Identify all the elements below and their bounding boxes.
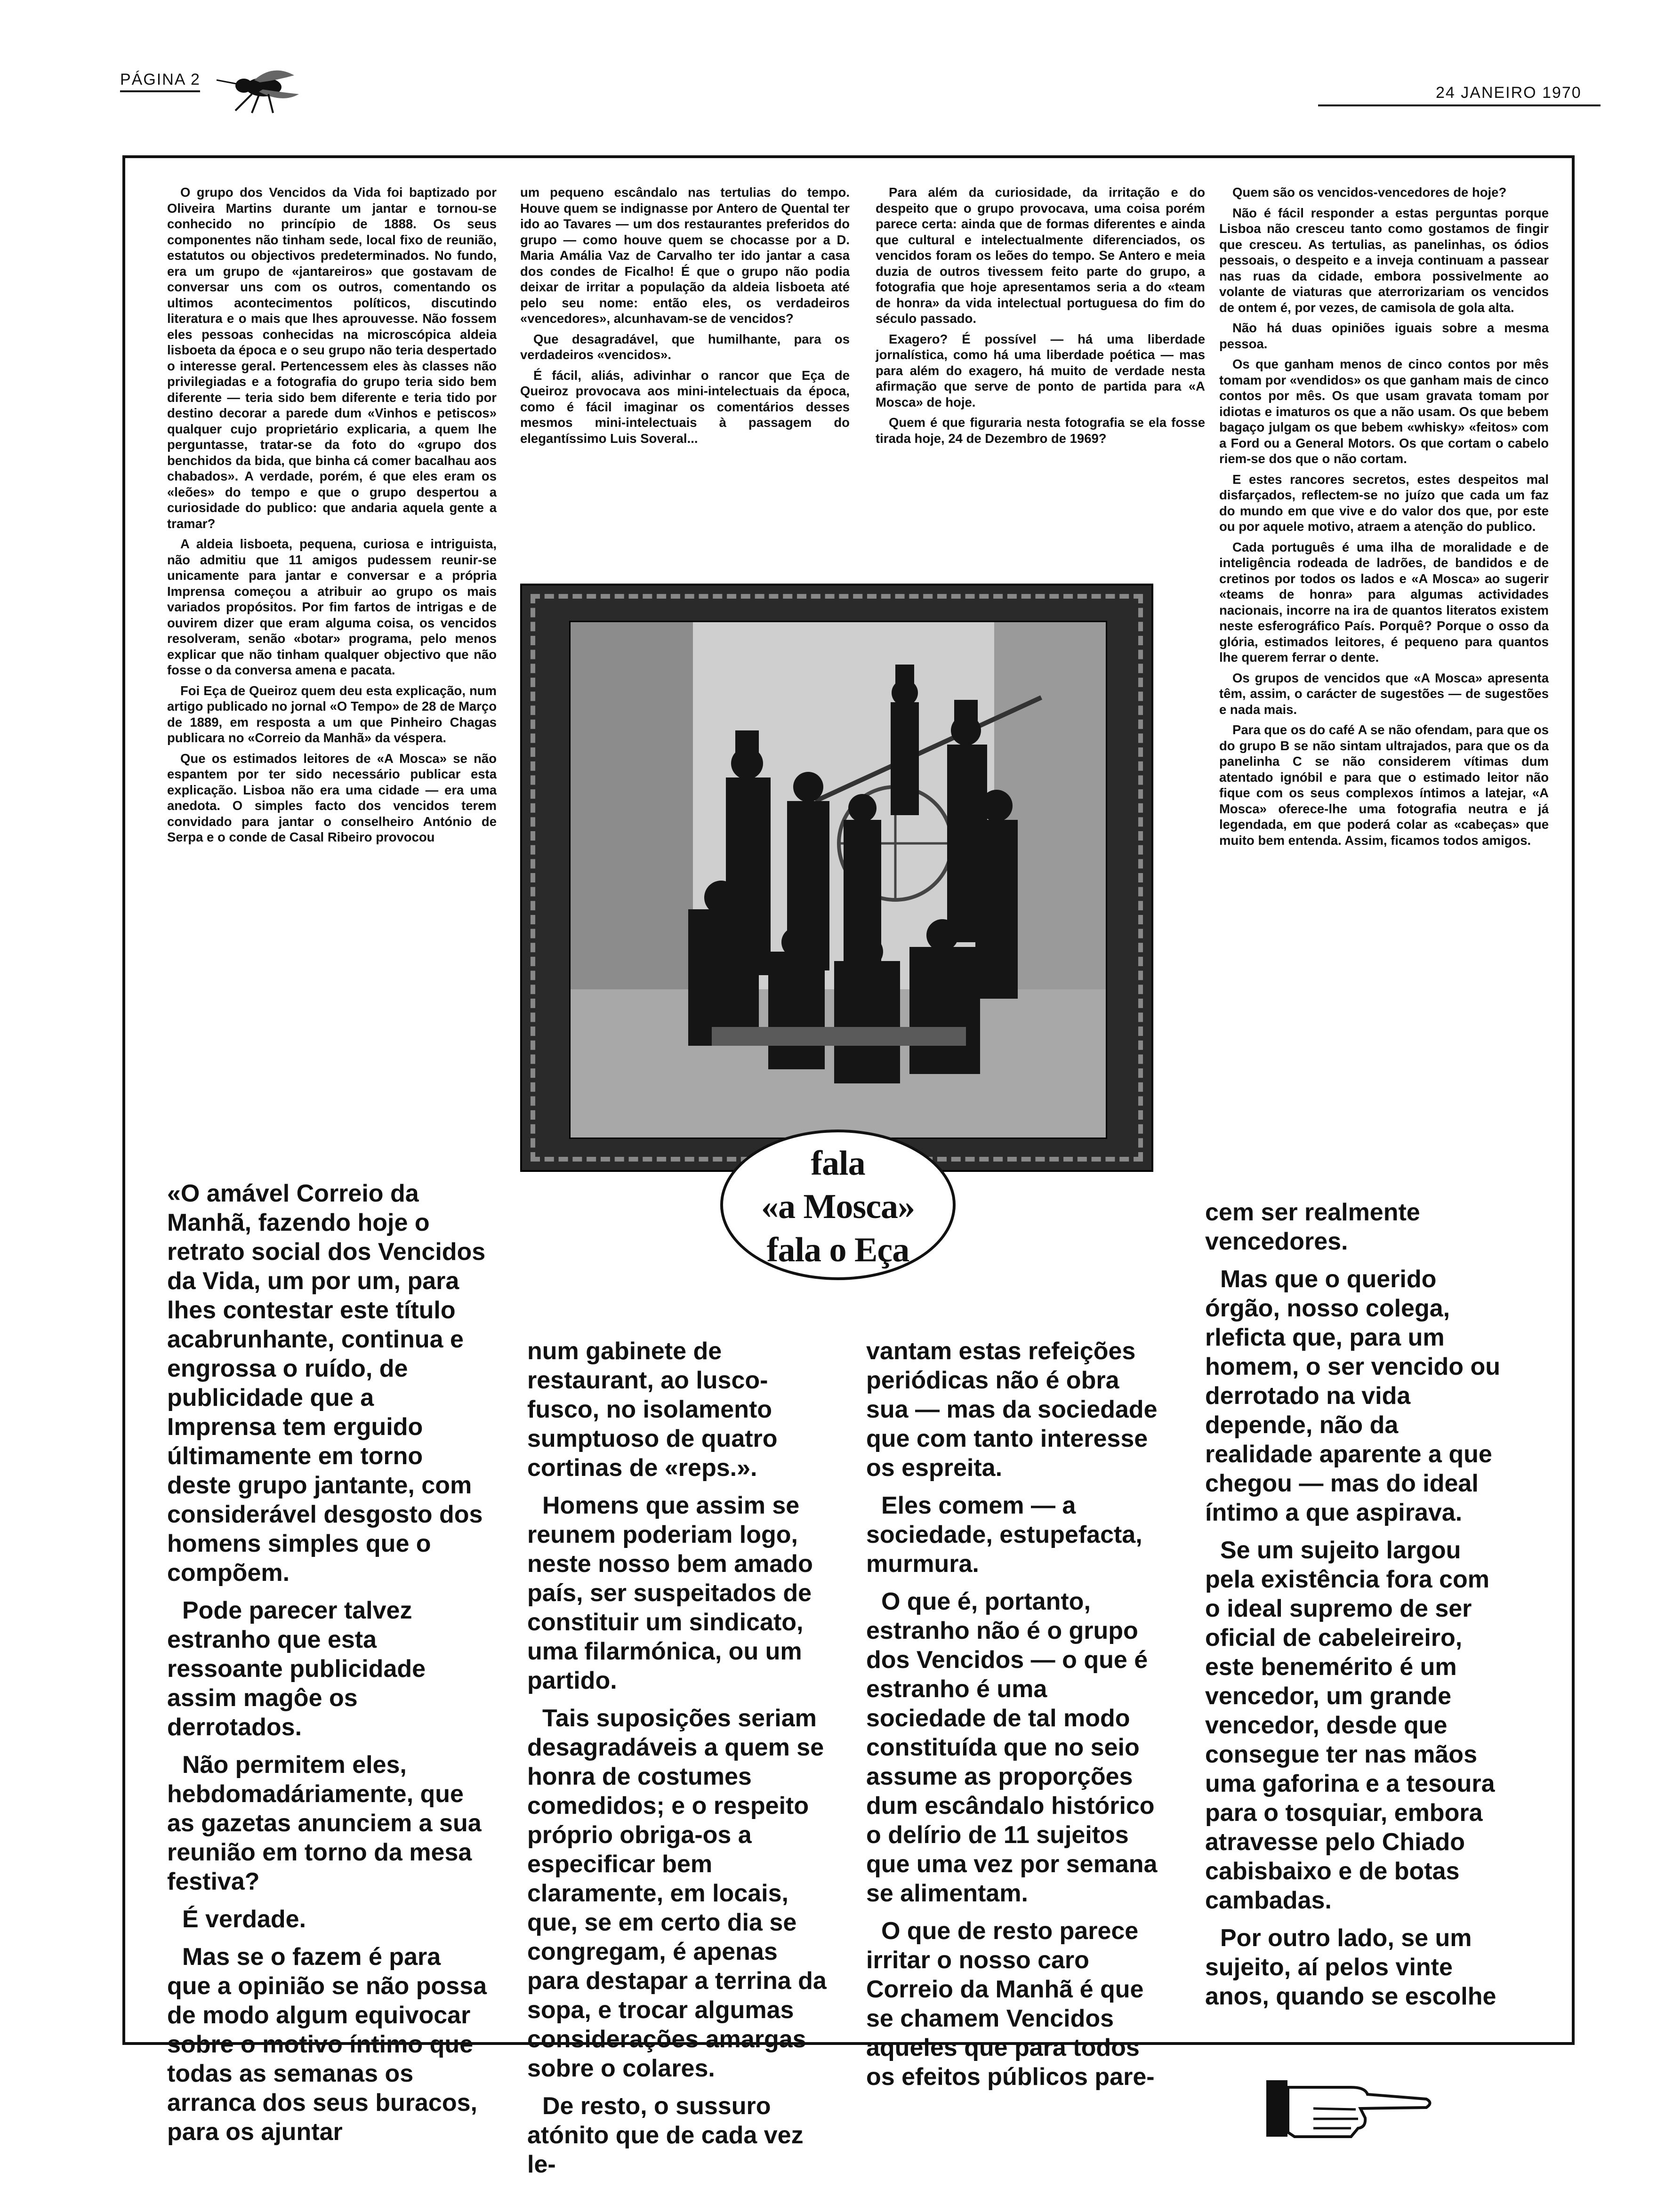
paragraph: um pequeno escândalo nas tertulias do tempo. Houve quem se indignasse por Antero de Quental ter ido ao Tavares — um dos restaurantes preferidos do grupo — como houve quem se chocasse por a D. Maria Amália Vaz de Carvalho ter ido jantar a casa dos condes de Ficalho! É que o grupo não podia deixar de irritar a população da aldeia lisboeta até pelo seu nome: então eles, os verdadeiros «vencedores», alcunhavam-se de vencidos? — [520, 185, 850, 326]
paragraph: É verdade. — [182, 1906, 306, 1933]
article-column-4 — [1219, 184, 1549, 853]
header-underline-left — [120, 90, 200, 92]
paragraph: Que desagradável, que humilhante, para os verdadeiros «vencidos». — [520, 331, 850, 362]
paragraph: Que os estimados leitores de «A Mosca» se não espantem por ter sido necessário publicar esta explicação. Lisboa não era uma cidade — era uma anedota. O simples facto dos vencidos terem convidado para jantar o conselheiro António de Serpa e o conde de Casal Ribeiro provocou — [167, 751, 497, 844]
paragraph: Quem são os vencidos-vencedores de hoje? — [1232, 185, 1507, 200]
paragraph: Não permitem eles, hebdomadáriamente, que as gazetas anunciem a sua reunião em torno da mesa festiva? — [167, 1751, 482, 1895]
paragraph: Exagero? É possível — há uma liberdade jornalística, como há uma liberdade poética — mas para além do exagero, há muito de verdade nesta afirmação que serve de ponto de partida para «A Mosca» de hoje. — [876, 331, 1205, 409]
paragraph: Os grupos de vencidos que «A Mosca» apresenta têm, assim, o carácter de sugestões — de sugestões e nada mais. — [1219, 670, 1549, 717]
title-badge — [720, 1130, 956, 1280]
paragraph: Foi Eça de Queiroz quem deu esta explicação, num artigo publicado no jornal «O Tempo» de 28 de Março de 1889, em resposta a um que Pinheiro Chagas publicara no «Correio da Manhã» da véspera. — [167, 683, 497, 745]
page-number: PÁGINA 2 — [120, 71, 201, 88]
paragraph: Mas se o fazem é para que a opinião se não possa de modo algum equivocar sobre o motivo íntimo que todas as semanas os arranca dos seus buracos, para os ajuntar — [167, 1943, 487, 2146]
photo-scene — [571, 622, 1106, 1138]
paragraph: Para que os do café A se não ofendam, para que os do grupo B se não sintam ultrajados, para que os da panelinha C se não considerem vítimas dum atentado ignóbil e para que o estimado leitor não fique com os seus complexos íntimos a latejar, «A Mosca» oferece-lhe uma fotografia neutra e já legendada, em que poderá colar as «cabeças» que muito bem entenda. Assim, ficamos todos amigos. — [1219, 722, 1549, 848]
paragraph: Por outro lado, se um sujeito, aí pelos vinte anos, quando se escolhe — [1205, 1924, 1496, 2010]
paragraph: «O amável Correio da Manhã, fazendo hoje o retrato social dos Vencidos da Vida, um por um, para lhes contestar este título acabrunhante, continua e engrossa o ruído, de publicidade que a Imprensa tem erguido últimamente em torno deste grupo jantante, com considerável desgosto dos homens simples que o compõem. — [167, 1180, 486, 1587]
quote-column-1 — [167, 1179, 487, 2155]
paragraph: É fácil, aliás, adivinhar o rancor que Eça de Queiroz provocava aos mini-intelectuais da época, como é fácil imaginar os comentários desses mesmos mini-intelectuais à passagem do elegantíssimo Luis Soveral... — [520, 368, 850, 446]
paragraph: num gabinete de restaurant, ao lusco-fusco, no isolamento sumptuoso de quatro cortinas de «reps.». — [527, 1338, 778, 1482]
quote-column-4 — [1205, 1198, 1506, 2020]
badge-line: fala o Eça — [766, 1231, 909, 1269]
paragraph: O que é, portanto, estranho não é o grupo dos Vencidos — o que é estranho é uma sociedade de tal modo constituída que no seio assume as proporções dum escândalo histórico o delírio de 11 sujeitos que uma vez por semana se alimentam. — [866, 1588, 1158, 1907]
article-column-2 — [520, 184, 850, 451]
paragraph: O que de resto parece irritar o nosso caro Correio da Manhã é que se chamem Vencidos aqueles que para todos os efeitos públicos pare- — [866, 1917, 1155, 2091]
badge-line: fala — [811, 1144, 865, 1183]
paragraph: Tais suposições seriam desagradáveis a quem se honra de costumes comedidos; e o respeito próprio obriga-os a especificar bem claramente, em locais, que, se em certo dia se congregam, é apenas para destapar a terrina da sopa, e trocar algumas considerações amargas sobre o colares. — [527, 1705, 827, 2082]
paragraph: De resto, o sussuro atónito que de cada vez le- — [527, 2092, 804, 2178]
paragraph: O grupo dos Vencidos da Vida foi baptizado por Oliveira Martins durante um jantar e tornou-se conhecido no princípio de 1888. Os seus componentes não tinham sede, local fixo de reunião, estatutos ou objectivos predeterminados. No fundo, era um grupo de «jantareiros» que gostavam de conversar uns com os outros, comentando os ultimos acontecimentos políticos, discutindo literatura e o mais que lhes aprouvesse. Não fossem eles pessoas conhecidas na microscópica aldeia lisboeta da época e o seu grupo não teria despertado o interesse geral. Pertencessem eles às classes não privilegiadas e a fotografia do grupo teria sido bem diferente — teria sido bem diferente e teria tido por destino decorar a parede dum «Vinhos e petiscos» qualquer cujo proprietário explicaria, a quem lhe perguntasse, tratar-se da foto do «grupo dos benchidos da bida, que binha cá comer bacalhau aos chabados». A verdade, porém, é que eles eram os «leões» do tempo e que o grupo despertou a curiosidade do publico: que andaria aquela gente a tramar? — [167, 185, 497, 531]
paragraph: Mas que o querido órgão, nosso colega, rleficta que, para um homem, o ser vencido ou derrotado na vida depende, não da realidade aparente a que chegou — mas do ideal íntimo a que aspirava. — [1205, 1266, 1501, 1526]
quote-column-2 — [527, 1337, 833, 2188]
group-photograph — [569, 621, 1107, 1139]
paragraph: Cada português é uma ilha de moralidade e de inteligência rodeada de ladrões, de bandidos e de cretinos por todos os lados e «A Mosca» ao sugerir «teams de honra» para algumas actividades nacionais, incorre na ira de quantos literatos existem neste esferográfico País. Porquê? Porque o osso da glória, estimados leitores, é pequeno para quantos lhe querem ferrar o dente. — [1219, 539, 1549, 665]
paragraph: cem ser realmente vencedores. — [1205, 1199, 1420, 1255]
paragraph: Para além da curiosidade, da irritação e do despeito que o grupo provocava, uma coisa porém parece certa: ainda que de formas diferentes e ainda que cultural e intelectualmente diferenciados, os vencidos foram os leões do tempo. Se Antero e meia duzia de outros tivessem feito parte do grupo, a fotografia que hoje apresentamos seria a do «team de honra» da vida intelectual portuguesa do fim do século passado. — [876, 185, 1205, 326]
header-rule — [1318, 104, 1601, 106]
article-column-3 — [876, 184, 1205, 451]
paragraph: E estes rancores secretos, estes despeitos mal disfarçados, reflectem-se no juízo que cada um faz do mundo em que vive e do valor dos que, por este ou por aquele motivo, atraem a atenção do publico. — [1219, 472, 1549, 534]
issue-date: 24 JANEIRO 1970 — [1436, 84, 1582, 102]
article-column-1 — [167, 184, 497, 850]
paragraph: Eles comem — a sociedade, estupefacta, murmura. — [866, 1492, 1142, 1578]
paragraph: Não é fácil responder a estas perguntas porque Lisboa não cresceu tanto como gostamos de fingir que cresceu. As tertulias, as panelinhas, os ódios pessoais, o despeito e a inveja continuam a passear nas ruas da cidade, embora possivelmente ao volante de viaturas que aterrorizariam os vencidos de ontem é, por vezes, de camisola de gola alta. — [1219, 205, 1549, 315]
quote-column-3 — [866, 1337, 1163, 2100]
paragraph: vantam estas refeições periódicas não é obra sua — mas da sociedade que com tanto interesse os espreita. — [866, 1338, 1158, 1482]
paragraph: A aldeia lisboeta, pequena, curiosa e intriguista, não admitiu que 11 amigos pudessem reunir-se unicamente para jantar e conversar e a própria Imprensa começou a atribuir ao grupo os mais variados propósitos. Por fim fartos de intrigas e de ouvirem dizer que eram alguma coisa, os vencidos resolveram, senão «botar» programa, pelo menos explicar que não tinham qualquer objectivo que não fosse o da conversa amena e pacata. — [167, 537, 497, 677]
paragraph: Os que ganham menos de cinco contos por mês tomam por «vendidos» os que ganham mais de cinco contos por mês. Os que usam gravata tomam por idiotas e imaturos os que a não usam. Os que bebem bagaço julgam os que bebem «whisky» «feitos» com a Ford ou a General Motors. Os que cortam o cabelo riem-se dos que o não cortam. — [1219, 357, 1549, 466]
fly-icon — [207, 66, 301, 118]
paragraph: Quem é que figuraria nesta fotografia se ela fosse tirada hoje, 24 de Dezembro de 1969? — [876, 415, 1205, 446]
paragraph: Não há duas opiniões iguais sobre a mesma pessoa. — [1219, 321, 1549, 351]
paragraph: Homens que assim se reunem poderiam logo, neste nosso bem amado país, ser suspeitados de constituir um sindicato, uma filarmónica, ou um partido. — [527, 1492, 813, 1694]
paragraph: Se um sujeito largou pela existência fora com o ideal supremo de ser oficial de cabeleireiro, este benemérito é um vencedor, um grande vencedor, desde que consegue ter nas mãos uma gaforina e a tesoura para o tosquiar, embora atravesse pelo Chiado cabisbaixo e de botas cambadas. — [1205, 1537, 1495, 1914]
framed-group-photo — [520, 584, 1153, 1172]
badge-line: «a Mosca» — [761, 1187, 915, 1226]
pointing-hand-icon — [1257, 2066, 1436, 2146]
paragraph: Pode parecer talvez estranho que esta ressoante publicidade assim magôe os derrotados. — [167, 1597, 426, 1741]
